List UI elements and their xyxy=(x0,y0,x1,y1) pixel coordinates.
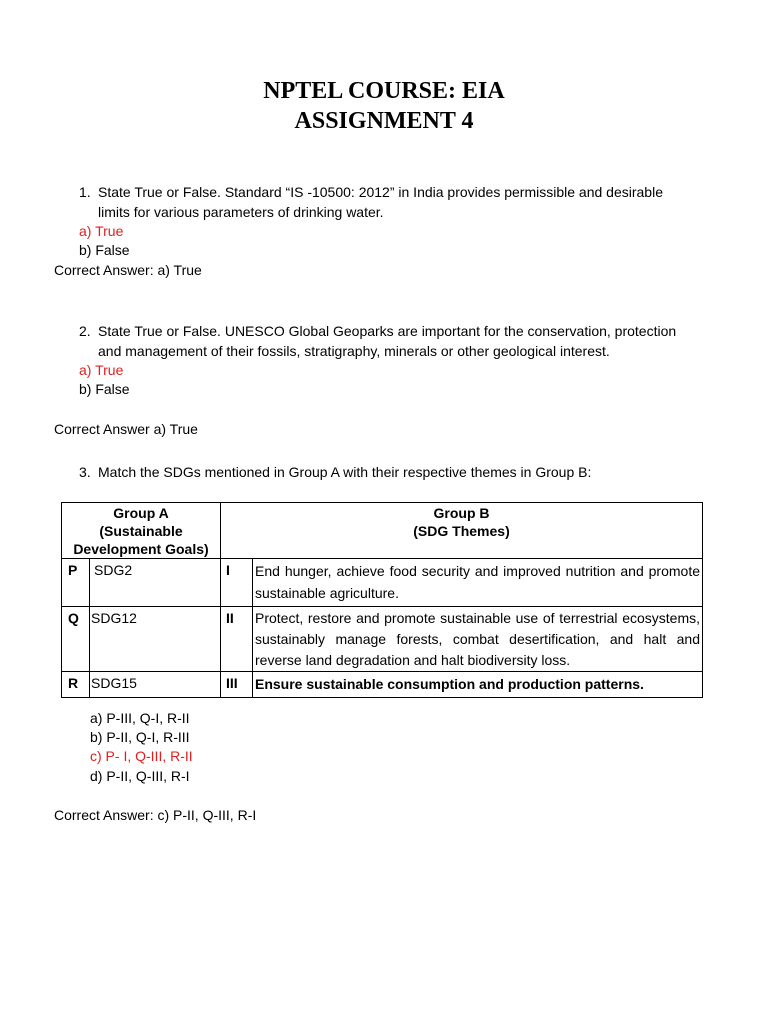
question-2-option-b: b) False xyxy=(79,381,130,397)
row-letter: Q xyxy=(62,607,90,672)
question-3-answer: Correct Answer: c) P-II, Q-III, R-I xyxy=(54,807,257,823)
question-3-option-c: c) P- I, Q-III, R-II xyxy=(90,748,193,764)
table-header-row xyxy=(62,503,703,559)
question-3-option-a: a) P-III, Q-I, R-II xyxy=(90,710,190,726)
row-goal: SDG2 xyxy=(90,559,221,607)
group-a-header-line1: Group A xyxy=(113,505,169,521)
question-2-text-line2: and management of their fossils, stratigraphy, minerals or other geological interest. xyxy=(98,343,610,359)
table-row xyxy=(62,672,703,698)
row-theme: Ensure sustainable consumption and production patterns. xyxy=(253,672,703,698)
question-3-text: Match the SDGs mentioned in Group A with their respective themes in Group B: xyxy=(98,464,592,480)
row-roman: III xyxy=(221,672,253,698)
row-letter: P xyxy=(62,559,90,607)
question-2-text-line1: State True or False. UNESCO Global Geoparks are important for the conservation, protection xyxy=(98,323,677,339)
row-theme: Protect, restore and promote sustainable use of terrestrial ecosystems, sustainably manage forests, combat desertification, and halt and reverse land degradation and halt biodiversity loss. xyxy=(253,607,703,672)
course-title: NPTEL COURSE: EIA xyxy=(263,78,505,104)
question-1-text-line2: limits for various parameters of drinking water. xyxy=(98,204,384,220)
table-row xyxy=(62,559,703,607)
group-a-header-line2: (Sustainable xyxy=(99,523,183,539)
row-goal: SDG12 xyxy=(90,607,221,672)
question-1-option-b: b) False xyxy=(79,242,130,258)
question-1-text-line1: State True or False. Standard “IS -10500: 2012” in India provides permissible and desirable xyxy=(98,184,663,200)
question-1-option-a: a) True xyxy=(79,223,124,239)
group-b-header-line2: (SDG Themes) xyxy=(413,523,510,539)
question-1-number: 1. xyxy=(79,184,91,200)
row-letter: R xyxy=(62,672,90,698)
question-2-answer: Correct Answer a) True xyxy=(54,421,198,437)
question-3-number: 3. xyxy=(79,464,91,480)
sdg-match-table xyxy=(61,502,703,698)
row-roman: II xyxy=(221,607,253,672)
question-3-option-b: b) P-II, Q-I, R-III xyxy=(90,729,190,745)
group-a-header-line3: Development Goals) xyxy=(73,541,209,557)
row-goal: SDG15 xyxy=(90,672,221,698)
group-b-header-line1: Group B xyxy=(433,505,490,521)
question-1-answer: Correct Answer: a) True xyxy=(54,262,202,278)
group-a-header xyxy=(62,503,221,559)
group-b-header xyxy=(221,503,703,559)
row-theme: End hunger, achieve food security and improved nutrition and promote sustainable agriculture. xyxy=(253,559,703,607)
row-roman: I xyxy=(221,559,253,607)
table-row xyxy=(62,607,703,672)
question-2-option-a: a) True xyxy=(79,362,124,378)
question-2-number: 2. xyxy=(79,323,91,339)
assignment-title: ASSIGNMENT 4 xyxy=(294,108,474,134)
question-3-option-d: d) P-II, Q-III, R-I xyxy=(90,768,190,784)
